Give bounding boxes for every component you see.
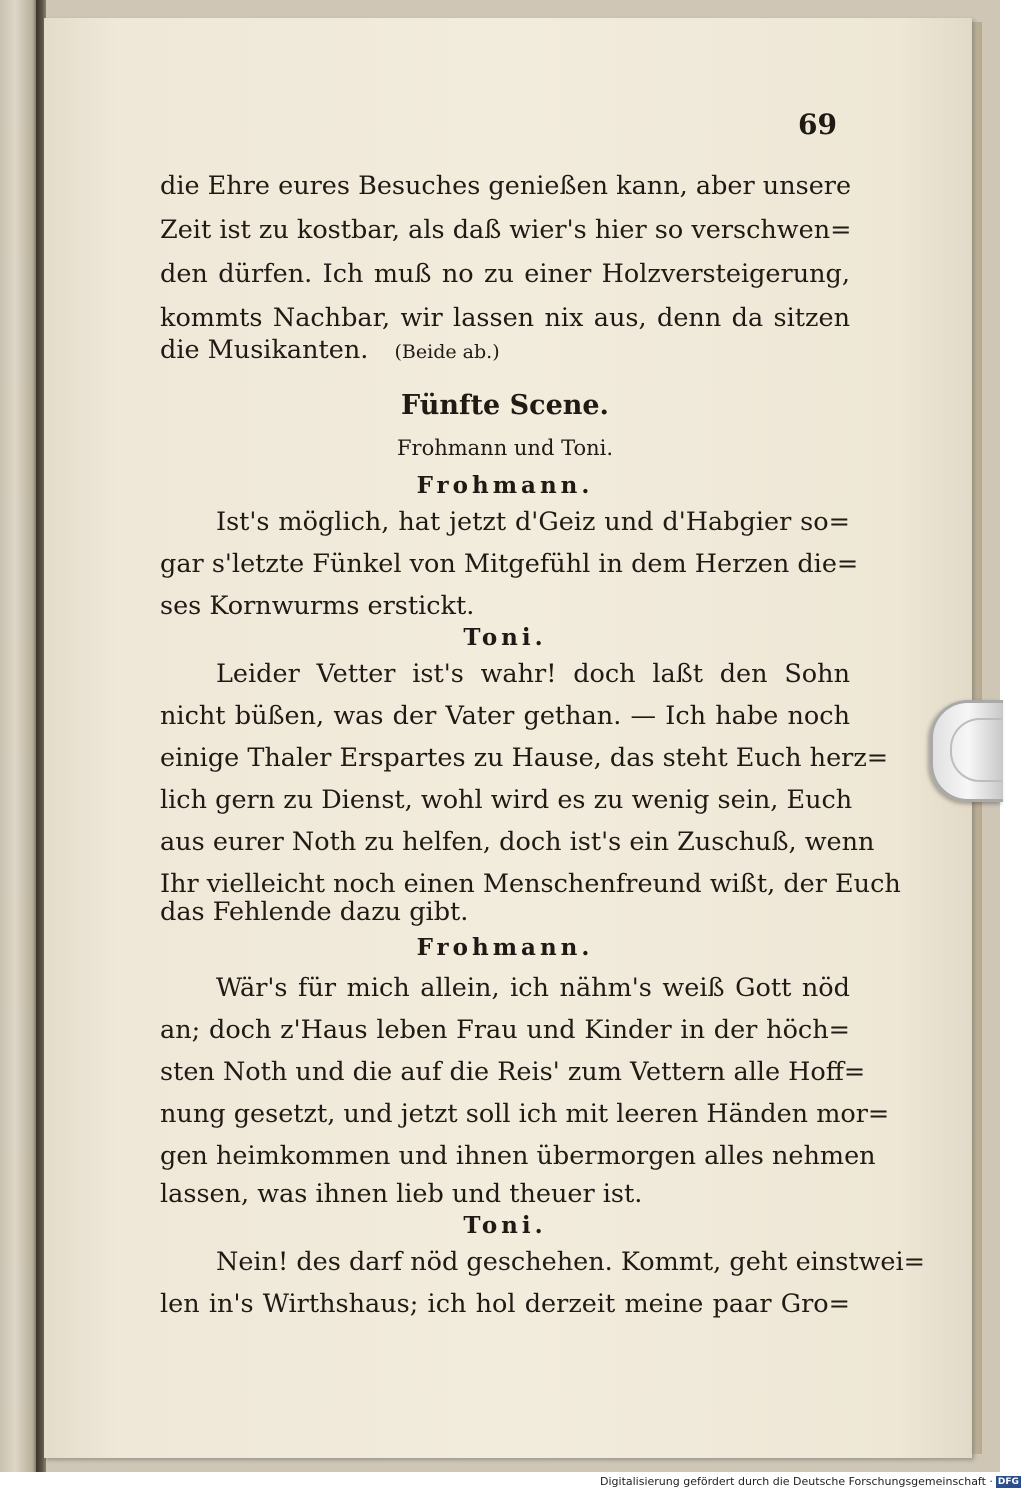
text-line: aus eurer Noth zu helfen, doch ist's ein Zuschuß, wenn [160, 827, 875, 857]
text-line: lassen, was ihnen lieb und theuer ist. [160, 1179, 643, 1209]
text-line: Leider Vetter ist's wahr! doch laßt den Sohn [216, 659, 850, 689]
text-line: lich gern zu Dienst, wohl wird es zu wenig sein, Euch [160, 785, 853, 815]
credit-text: Digitalisierung gefördert durch die Deutsche Forschungsgemeinschaft · [600, 1475, 993, 1488]
text-line: Zeit ist zu kostbar, als daß wier's hier so verschwen= [160, 215, 852, 245]
left-page-edge [0, 0, 38, 1472]
text-line-end: die Musikanten. [160, 335, 369, 365]
text-line: kommts Nachbar, wir lassen nix aus, denn da sitzen [160, 303, 850, 333]
text-line: gen heimkommen und ihnen übermorgen alles nehmen [160, 1141, 876, 1171]
text-line: den dürfen. Ich muß no zu einer Holzversteigerung, [160, 259, 850, 289]
text-line: Wär's für mich allein, ich nähm's weiß Gott nöd [216, 973, 850, 1003]
text-line: an; doch z'Haus leben Frau und Kinder in der höch= [160, 1015, 850, 1045]
text-line: Nein! des darf nöd geschehen. Kommt, geht einstwei= [216, 1247, 926, 1277]
text-line: ses Kornwurms erstickt. [160, 591, 475, 621]
text-line: nicht büßen, was der Vater gethan. — Ich habe noch [160, 701, 850, 731]
text-line: nung gesetzt, und jetzt soll ich mit leeren Händen mor= [160, 1099, 890, 1129]
text-line: len in's Wirthshaus; ich hol derzeit meine paar Gro= [160, 1289, 850, 1319]
paper-clip-loop [950, 718, 1002, 782]
text-line: sten Noth und die auf die Reis' zum Vettern alle Hoff= [160, 1057, 866, 1087]
text-line: gar s'letzte Fünkel von Mitgefühl in dem Herzen die= [160, 549, 859, 579]
stage-direction: (Beide ab.) [394, 341, 500, 363]
text-line: Ist's möglich, hat jetzt d'Geiz und d'Habgier so= [216, 507, 850, 537]
speaker-name: Toni. [463, 624, 547, 651]
text-line: Ihr vielleicht noch einen Menschenfreund wißt, der Euch [160, 869, 901, 899]
speaker-name: Frohmann. [416, 934, 594, 961]
text-line: einige Thaler Erspartes zu Hause, das steht Euch herz= [160, 743, 889, 773]
dfg-logo-icon: DFG [997, 1477, 1019, 1487]
cast-list: Frohmann und Toni. [396, 436, 614, 460]
speaker-name: Frohmann. [416, 472, 594, 499]
page-number: 69 [798, 108, 837, 141]
text-line [160, 328, 500, 372]
digitization-credit [600, 1473, 1019, 1491]
speaker-name: Toni. [463, 1212, 547, 1239]
text-line: das Fehlende dazu gibt. [160, 897, 469, 927]
text-line: die Ehre eures Besuches genießen kann, aber unsere [160, 171, 852, 201]
scene-title: Fünfte Scene. [401, 390, 609, 421]
